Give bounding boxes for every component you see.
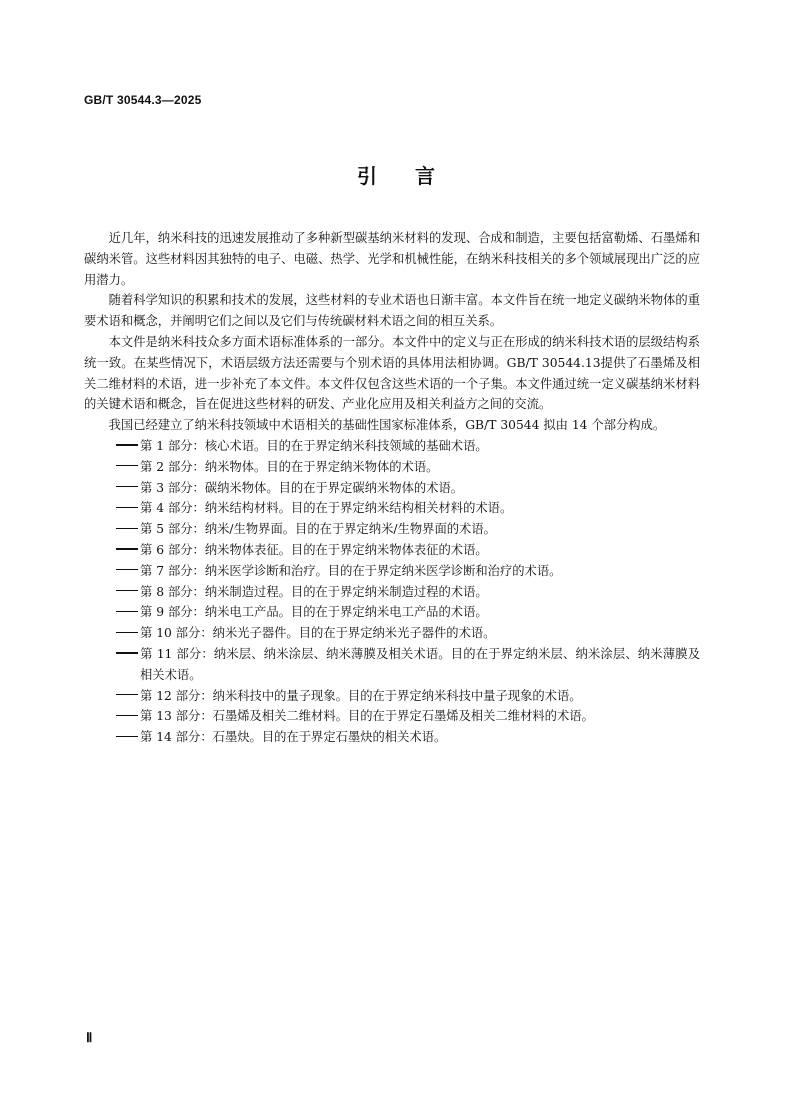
list-item bbox=[84, 436, 700, 457]
dash-marker bbox=[116, 686, 140, 707]
list-item-text: 第 12 部分：纳米科技中的量子现象。目的在于界定纳米科技中量子现象的术语。 bbox=[140, 688, 582, 703]
dash-marker bbox=[116, 561, 140, 582]
list-item bbox=[84, 582, 700, 603]
list-item-text: 第 1 部分：核心术语。目的在于界定纳米科技领域的基础术语。 bbox=[140, 438, 488, 453]
dash-marker bbox=[116, 498, 140, 519]
list-item bbox=[84, 644, 700, 686]
list-item-text: 第 11 部分：纳米层、纳米涂层、纳米薄膜及相关术语。目的在于界定纳米层、纳米涂层、纳米薄膜及相关术语。 bbox=[140, 646, 700, 682]
parts-list bbox=[84, 436, 700, 748]
document-body bbox=[84, 228, 700, 748]
section-title: 引言 bbox=[357, 164, 473, 188]
list-item bbox=[84, 478, 700, 499]
paragraph-1: 近几年，纳米科技的迅速发展推动了多种新型碳基纳米材料的发现、合成和制造，主要包括富勒烯、石墨烯和碳纳米管。这些材料因其独特的电子、电磁、热学、光学和机械性能，在纳米科技相关的多个领域展现出广泛的应用潜力。 bbox=[84, 231, 700, 287]
list-item bbox=[84, 561, 700, 582]
list-item-text: 第 10 部分：纳米光子器件。目的在于界定纳米光子器件的术语。 bbox=[140, 626, 496, 641]
dash-marker bbox=[116, 727, 140, 748]
paragraph-2: 随着科学知识的积累和技术的发展，这些材料的专业术语也日渐丰富。本文件旨在统一地定义碳纳米物体的重要术语和概念，并阐明它们之间以及它们与传统碳材料术语之间的相互关系。 bbox=[84, 293, 700, 329]
dash-marker bbox=[116, 436, 140, 457]
paragraph-4: 我国已经建立了纳米科技领域中术语相关的基础性国家标准体系，GB/T 30544 拟由 14 个部分构成。 bbox=[108, 418, 666, 433]
list-item-text: 第 8 部分：纳米制造过程。目的在于界定纳米制造过程的术语。 bbox=[140, 584, 488, 599]
dash-marker bbox=[116, 623, 140, 644]
list-item bbox=[84, 706, 700, 727]
list-item bbox=[84, 519, 700, 540]
dash-marker bbox=[116, 706, 140, 727]
list-item-text: 第 2 部分：纳米物体。目的在于界定纳米物体的术语。 bbox=[140, 459, 439, 474]
list-item-text: 第 9 部分：纳米电工产品。目的在于界定纳米电工产品的术语。 bbox=[140, 605, 488, 620]
paragraph-3: 本文件是纳米科技众多方面术语标准体系的一部分。本文件中的定义与正在形成的纳米科技术语的层级结构系统一致。在某些情况下，术语层级方法还需要与个别术语的具体用法相协调。GB/T 30544.13提供了石墨烯及相关二维材料的术语，进一步补充了本文件。本文件仅包含这些术语的一个子集。本文件通过统一定义碳基纳米材料的关键术语和概念，旨在促进这些材料的研发、产业化应用及相关利益方之间的交流。 bbox=[84, 334, 700, 412]
dash-marker bbox=[116, 519, 140, 540]
list-item bbox=[84, 727, 700, 748]
dash-marker bbox=[116, 644, 140, 665]
list-item bbox=[84, 457, 700, 478]
list-item bbox=[84, 686, 700, 707]
list-item bbox=[84, 602, 700, 623]
list-item-text: 第 3 部分：碳纳米物体。目的在于界定碳纳米物体的术语。 bbox=[140, 480, 464, 495]
standard-identifier: GB/T 30544.3—2025 bbox=[84, 93, 202, 107]
page-number: Ⅱ bbox=[86, 1030, 93, 1045]
dash-marker bbox=[116, 457, 140, 478]
list-item-text: 第 13 部分：石墨烯及相关二维材料。目的在于界定石墨烯及相关二维材料的术语。 bbox=[140, 709, 594, 724]
dash-marker bbox=[116, 540, 140, 561]
dash-marker bbox=[116, 602, 140, 623]
list-item bbox=[84, 623, 700, 644]
list-item-text: 第 6 部分：纳米物体表征。目的在于界定纳米物体表征的术语。 bbox=[140, 542, 488, 557]
dash-marker bbox=[116, 582, 140, 603]
list-item-text: 第 7 部分：纳米医学诊断和治疗。目的在于界定纳米医学诊断和治疗的术语。 bbox=[140, 563, 562, 578]
list-item-text: 第 4 部分：纳米结构材料。目的在于界定纳米结构相关材料的术语。 bbox=[140, 501, 513, 516]
list-item bbox=[84, 540, 700, 561]
list-item-text: 第 5 部分：纳米/生物界面。目的在于界定纳米/生物界面的术语。 bbox=[140, 522, 496, 537]
list-item-text: 第 14 部分：石墨炔。目的在于界定石墨炔的相关术语。 bbox=[140, 730, 447, 745]
dash-marker bbox=[116, 478, 140, 499]
list-item bbox=[84, 498, 700, 519]
